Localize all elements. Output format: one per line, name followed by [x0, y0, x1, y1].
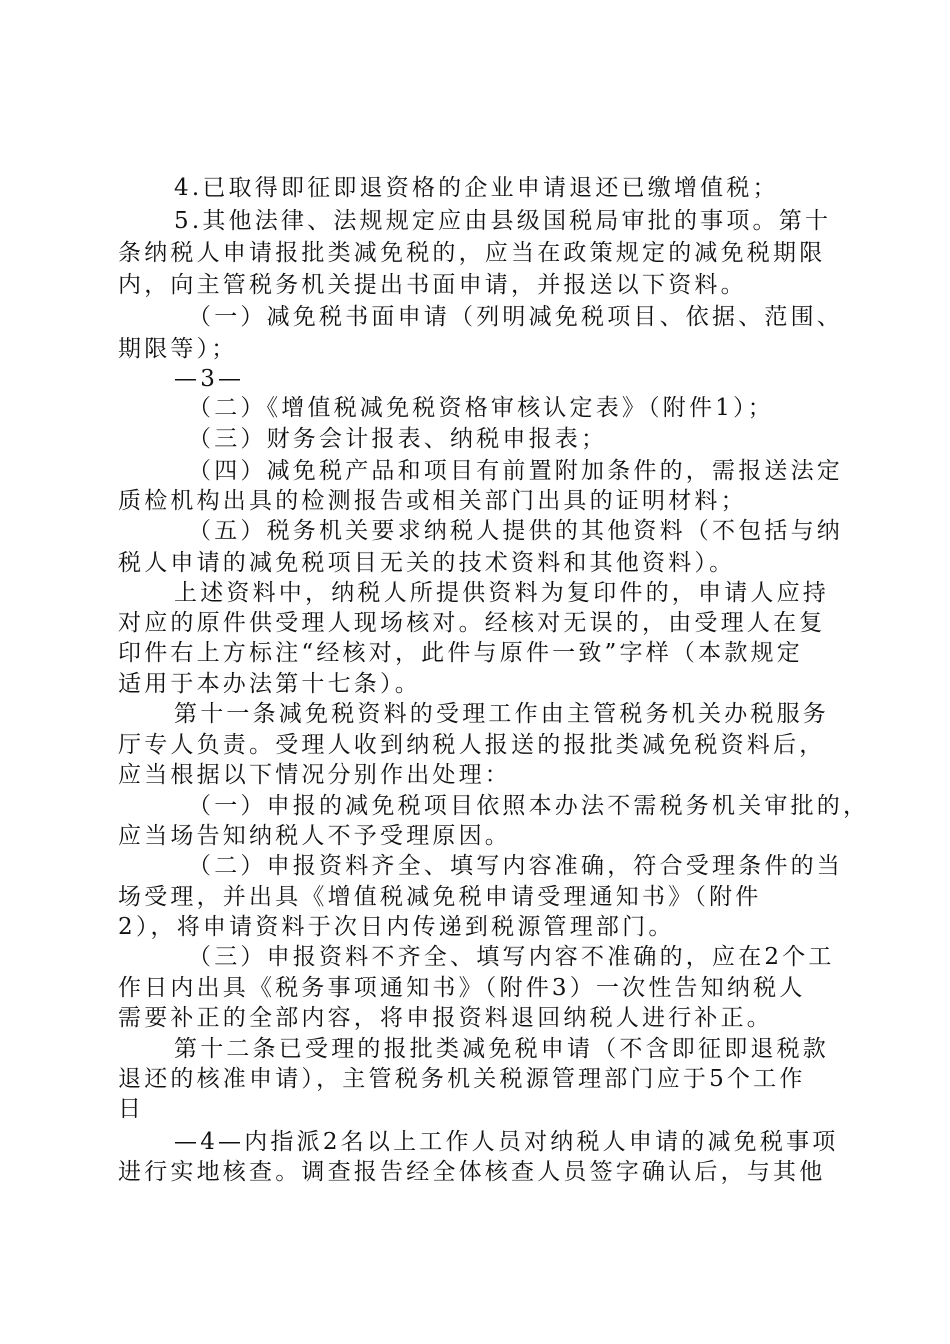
text-line: 进行实地核查。调查报告经全体核查人员签字确认后，与其他 — [118, 1159, 826, 1185]
text-line: 适用于本办法第十七条）。 — [118, 671, 421, 697]
text-line: —4—内指派2名以上工作人员对纳税人申请的减免税事项 — [174, 1129, 839, 1155]
page-number: —3— — [174, 366, 245, 392]
text-line: （二）申报资料齐全、填写内容准确，符合受理条件的当 — [188, 853, 843, 879]
text-line: 第十二条已受理的报批类减免税申请（不含即征即退税款 — [174, 1036, 829, 1062]
text-line: 作日内出具《税务事项通知书》（附件3）一次性告知纳税人 — [118, 975, 806, 1001]
text-line: 4.已取得即征即退资格的企业申请退还已缴增值税； — [174, 175, 779, 201]
text-line: 应当根据以下情况分别作出处理： — [118, 762, 511, 788]
text-line: 印件右上方标注“经核对，此件与原件一致”字样（本款规定 — [118, 640, 803, 666]
text-line: 5.其他法律、法规规定应由县级国税局审批的事项。第十 — [174, 208, 832, 234]
text-line: 退还的核准申请），主管税务机关税源管理部门应于5个工作 — [118, 1066, 806, 1092]
text-line: （三）申报资料不齐全、填写内容不准确的，应在2个工 — [188, 944, 835, 970]
text-line: 对应的原件供受理人现场核对。经核对无误的，由受理人在复 — [118, 610, 826, 636]
text-line: 上述资料中，纳税人所提供资料为复印件的，申请人应持 — [174, 580, 829, 606]
text-line: （四）减免税产品和项目有前置附加条件的，需报送法定 — [188, 458, 843, 484]
text-line: 需要补正的全部内容，将申报资料退回纳税人进行补正。 — [118, 1005, 773, 1031]
text-line: 第十一条减免税资料的受理工作由主管税务机关办税服务 — [174, 701, 829, 727]
text-line: （五）税务机关要求纳税人提供的其他资料（不包括与纳 — [188, 518, 843, 544]
text-line: 日 — [118, 1096, 145, 1122]
text-line: 条纳税人申请报批类减免税的，应当在政策规定的减免税期限 — [118, 240, 826, 266]
text-line: （二）《增值税减免税资格审核认定表》（附件1）； — [188, 395, 774, 421]
text-line: 期限等）； — [118, 336, 238, 362]
text-line: 场受理，并出具《增值税减免税申请受理通知书》（附件 — [118, 884, 762, 910]
text-line: 厅专人负责。受理人收到纳税人报送的报批类减免税资料后， — [118, 732, 826, 758]
text-line: 税人申请的减免税项目无关的技术资料和其他资料）。 — [118, 550, 736, 576]
text-line: 质检机构出具的检测报告或相关部门出具的证明材料； — [118, 488, 747, 514]
text-line: 内，向主管税务机关提出书面申请，并报送以下资料。 — [118, 272, 747, 298]
text-line: 应当场告知纳税人不予受理原因。 — [118, 823, 511, 849]
text-line: 2），将申请资料于次日内传递到税源管理部门。 — [118, 914, 675, 940]
text-line: （三）财务会计报表、纳税申报表； — [188, 426, 608, 452]
text-line: （一）减免税书面申请（列明减免税项目、依据、范围、 — [188, 304, 843, 330]
text-line: （一）申报的减免税项目依照本办法不需税务机关审批的， — [188, 793, 870, 819]
